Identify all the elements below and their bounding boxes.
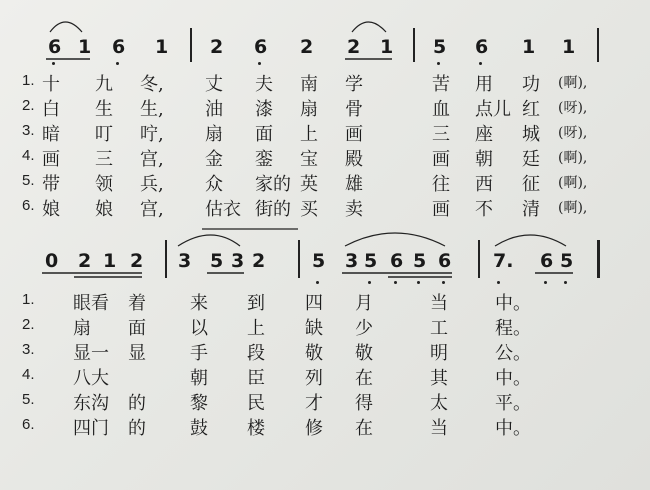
note: 5 [312,250,326,272]
lyric-syllable: 修 [305,418,323,439]
verse-number: 3. [22,122,35,139]
lyric-syllable: 家的 [255,174,291,195]
lyric-syllable: 少 [355,318,373,339]
lyric-syllable: 明 [430,343,448,364]
lyric-syllable: 雄 [345,174,363,195]
note: 2 [300,36,314,58]
lyric-syllable: 苦 [432,74,450,95]
slur-arc [495,235,566,246]
lyric-interjection: (啊), [558,200,588,216]
lyric-syllable: 画 [345,124,363,145]
lyric-syllable: 缺 [305,318,323,339]
lyric-syllable: 殿 [345,149,363,170]
lyric-syllable: 领 [95,174,113,195]
lyric-syllable: 西 [475,174,493,195]
note: 1 [103,250,117,272]
note: 5 [433,36,447,58]
lyric-syllable: 扇 [205,124,223,145]
lyric-syllable: 街的 [255,199,291,220]
note: 6 [390,250,404,272]
lyric-syllable: 画 [42,149,60,170]
lyric-syllable: 敬 [305,343,323,364]
lyric-syllable: 卖 [345,199,363,220]
lyric-syllable: 到 [247,293,265,314]
lyric-interjection: (呀), [558,125,588,141]
lyric-syllable: 工 [430,318,448,339]
note: 2 [347,36,361,58]
lyric-syllable: 平。 [495,393,531,414]
verse-number: 6. [22,197,35,214]
lyric-syllable: 四门 [73,418,109,439]
lyric-syllable: 学 [345,74,363,95]
lyric-syllable: 冬, [140,74,164,95]
lyric-syllable: 生, [140,99,164,120]
lyric-syllable: 暗 [42,124,60,145]
lyric-syllable: 白 [42,99,60,120]
lyric-syllable: 十 [42,74,60,95]
note: 1 [562,36,576,58]
lyric-syllable: 显一 [73,343,109,364]
lyric-syllable: 功 [522,74,540,95]
lyric-syllable: 眼看 [73,293,109,314]
slur-arc [345,233,445,246]
lyric-syllable: 朝 [475,149,493,170]
lyric-syllable: 来 [190,293,208,314]
lyric-syllable: 其 [430,368,448,389]
note: 5 [560,250,574,272]
lyric-syllable: 的 [128,418,146,439]
lyric-syllable: 以 [190,318,208,339]
lyric-syllable: 面 [128,318,146,339]
lyric-syllable: 英 [300,174,318,195]
note: 6 [254,36,268,58]
lyric-syllable: 民 [247,393,265,414]
lyric-syllable: 公。 [495,343,531,364]
lyric-syllable: 显 [128,343,146,364]
lyric-interjection: (啊), [558,175,588,191]
lyric-syllable: 丈 [205,74,223,95]
note: 3 [345,250,359,272]
note: 1 [380,36,394,58]
note: 6 [438,250,452,272]
lyric-syllable: 九 [95,74,113,95]
lyric-syllable: 中。 [495,418,531,439]
lyric-syllable: 楼 [247,418,265,439]
lyric-syllable: 廷 [522,149,540,170]
lyric-syllable: 城 [522,124,540,145]
lyric-interjection: (呀), [558,100,588,116]
lyric-syllable: 程。 [495,318,531,339]
lyric-syllable: 鼓 [190,418,208,439]
lyric-syllable: 宫, [140,149,164,170]
lyric-syllable: 八大 [73,368,109,389]
note: 3 [178,250,192,272]
note: 5 [210,250,224,272]
verse-number: 1. [22,291,35,308]
lyric-syllable: 朝 [190,368,208,389]
lyric-syllable: 四 [305,293,323,314]
lyric-syllable: 红 [522,99,540,120]
lyric-syllable: 征 [522,174,540,195]
lyric-syllable: 画 [432,199,450,220]
lyric-syllable: 面 [255,124,273,145]
lyric-syllable: 兵, [140,174,164,195]
lyric-syllable: 估衣 [205,199,241,220]
lyric-syllable: 中。 [495,293,531,314]
note: 0 [45,250,59,272]
lyric-syllable: 月 [355,293,373,314]
lyric-syllable: 清 [522,199,540,220]
lyric-syllable: 銮 [255,149,273,170]
verse-number: 2. [22,316,35,333]
lyric-syllable: 娘 [42,199,60,220]
lyric-syllable: 列 [305,368,323,389]
lyric-syllable: 宝 [300,149,318,170]
note: 5 [364,250,378,272]
verse-number: 2. [22,97,35,114]
verse-number: 4. [22,366,35,383]
lyric-syllable: 中。 [495,368,531,389]
lyric-syllable: 得 [355,393,373,414]
lyric-syllable: 南 [300,74,318,95]
lyric-syllable: 叮 [95,124,113,145]
note: 6 [48,36,62,58]
note: 2 [252,250,266,272]
lyric-interjection: (啊), [558,75,588,91]
note: 5 [413,250,427,272]
lyric-syllable: 在 [355,368,373,389]
lyric-syllable: 三 [432,124,450,145]
lyric-syllable: 太 [430,393,448,414]
lyric-syllable: 上 [247,318,265,339]
lyric-syllable: 娘 [95,199,113,220]
lyric-syllable: 血 [432,99,450,120]
verse-number: 4. [22,147,35,164]
lyric-syllable: 金 [205,149,223,170]
lyric-syllable: 当 [430,293,448,314]
lyric-syllable: 宫, [140,199,164,220]
verse-number: 1. [22,72,35,89]
lyric-syllable: 臣 [247,368,265,389]
lyric-syllable: 座 [475,124,493,145]
lyric-syllable: 不 [475,199,493,220]
verse-number: 5. [22,391,35,408]
lyric-syllable: 扇 [300,99,318,120]
note: 1 [155,36,169,58]
note: 2 [210,36,224,58]
lyric-syllable: 在 [355,418,373,439]
lyric-syllable: 手 [190,343,208,364]
note: 3 [231,250,245,272]
slur-arc [178,235,240,246]
lyric-syllable: 油 [205,99,223,120]
lyric-syllable: 当 [430,418,448,439]
note: 1 [78,36,92,58]
verse-number: 3. [22,341,35,358]
lyric-syllable: 扇 [73,318,91,339]
lyric-syllable: 黎 [190,393,208,414]
note: 2 [78,250,92,272]
lyric-interjection: (啊), [558,150,588,166]
lyric-syllable: 三 [95,149,113,170]
lyric-syllable: 买 [300,199,318,220]
lyric-syllable: 画 [432,149,450,170]
lyric-syllable: 骨 [345,99,363,120]
lyric-syllable: 东沟 [73,393,109,414]
note: 6 [540,250,554,272]
note: 6 [112,36,126,58]
lyric-syllable: 咛, [140,124,164,145]
tie-arc [352,22,386,32]
verse-number: 5. [22,172,35,189]
lyric-syllable: 带 [42,174,60,195]
note: 7. [493,250,514,272]
note: 2 [130,250,144,272]
lyric-syllable: 敬 [355,343,373,364]
lyric-syllable: 才 [305,393,323,414]
lyric-syllable: 上 [300,124,318,145]
lyric-syllable: 往 [432,174,450,195]
lyric-syllable: 段 [247,343,265,364]
lyric-syllable: 漆 [255,99,273,120]
lyric-syllable: 众 [205,174,223,195]
lyric-syllable: 用 [475,74,493,95]
lyric-syllable: 着 [128,293,146,314]
note: 1 [522,36,536,58]
lyric-syllable: 生 [95,99,113,120]
lyric-syllable: 夫 [255,74,273,95]
tie-arc [50,22,82,32]
note: 6 [475,36,489,58]
lyric-syllable: 的 [128,393,146,414]
lyric-syllable: 点儿 [475,99,511,120]
verse-number: 6. [22,416,35,433]
